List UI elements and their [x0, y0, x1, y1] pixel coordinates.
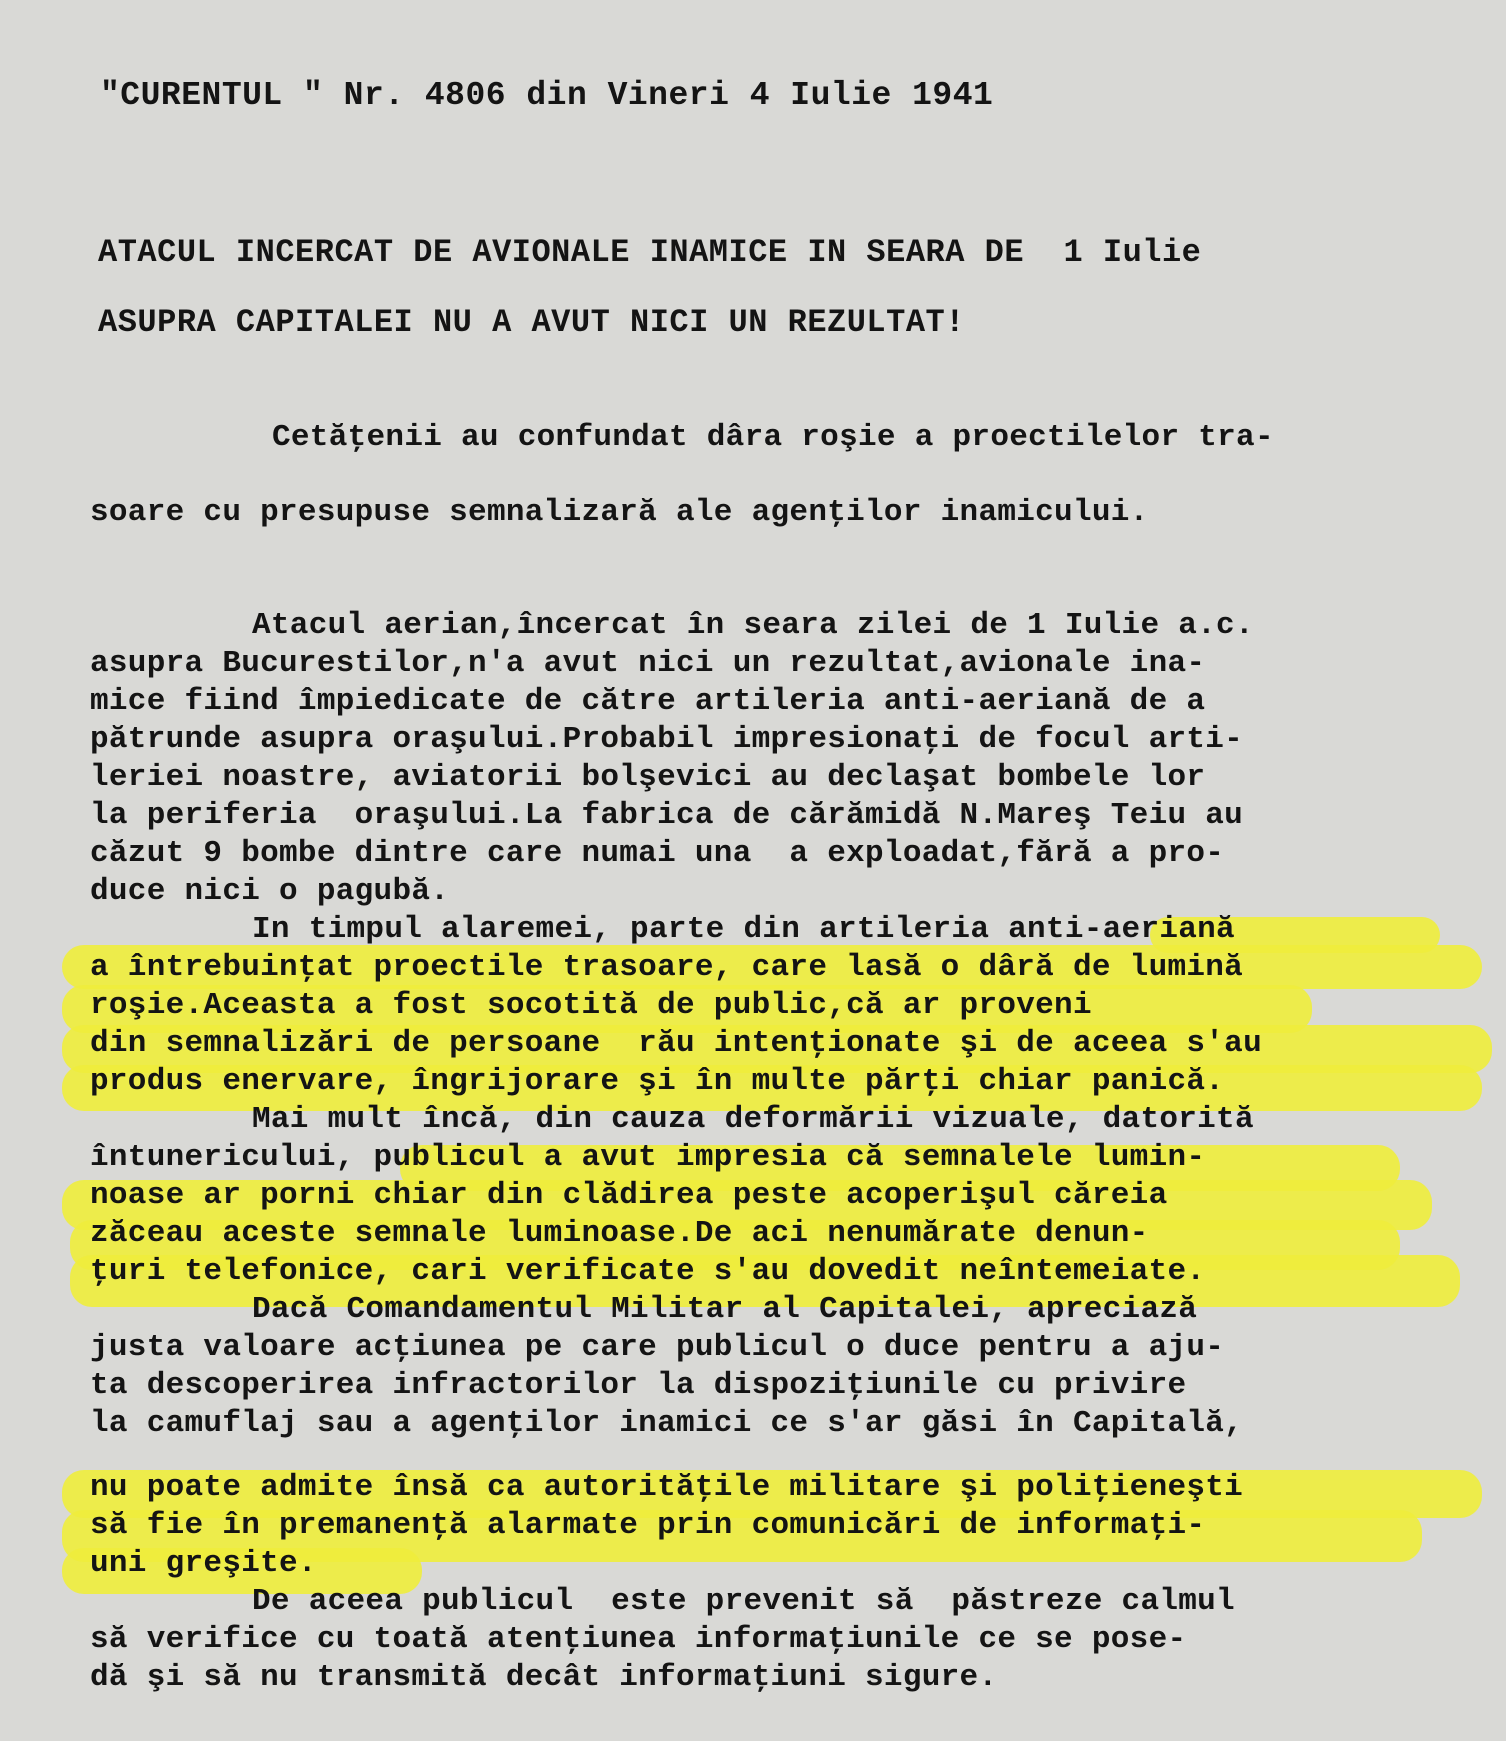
body-line-15: întunericului, publicul a avut impresia că semnalele lumin- [90, 1140, 1206, 1175]
body-line-25: uni greşite. [90, 1546, 317, 1581]
body-line-11: roşie.Aceasta a fost socotită de public,că ar proveni [90, 988, 1092, 1023]
body-line-7: căzut 9 bombe dintre care numai una a exploadat,fără a pro- [90, 836, 1225, 871]
body-line-28: dă şi să nu transmită decât informaţiuni sigure. [90, 1660, 998, 1695]
body-line-26: De aceea publicul este prevenit să păstreze calmul [252, 1584, 1235, 1619]
body-line-20: justa valoare acţiunea pe care publicul o duce pentru a aju- [90, 1330, 1225, 1365]
lead-line-1: Cetăţenii au confundat dâra roşie a proectilelor tra- [272, 420, 1274, 455]
body-line-27: să verifice cu toată atenţiunea informaţiunile ce se pose- [90, 1622, 1187, 1657]
body-line-23: nu poate admite însă ca autorităţile militare şi poliţieneşti [90, 1470, 1244, 1505]
body-line-17: zăceau aceste semnale luminoase.De aci nenumărate denun- [90, 1216, 1149, 1251]
newspaper-header: "CURENTUL " Nr. 4806 din Vineri 4 Iulie 1941 [100, 77, 994, 114]
body-line-21: ta descoperirea infractorilor la dispoziţiunile cu privire [90, 1368, 1187, 1403]
body-line-16: noase ar porni chiar din clădirea peste acoperişul căreia [90, 1178, 1168, 1213]
body-line-22: la camuflaj sau a agenţilor inamici ce s'ar găsi în Capitală, [90, 1406, 1244, 1441]
body-line-3: mice fiind împiedicate de către artileria anti-aeriană de a [90, 684, 1206, 719]
headline-line-2: ASUPRA CAPITALEI NU A AVUT NICI UN REZULTAT! [98, 304, 965, 341]
body-line-10: a întrebuinţat proectile trasoare, care lasă o dâră de lumină [90, 950, 1244, 985]
body-line-9: In timpul alaremei, parte din artileria anti-aeriană [252, 912, 1235, 947]
body-line-14: Mai mult încă, din cauza deformării vizuale, datorită [252, 1102, 1254, 1137]
headline-line-1: ATACUL INCERCAT DE AVIONALE INAMICE IN SEARA DE 1 Iulie [98, 234, 1202, 271]
body-line-13: produs enervare, îngrijorare şi în multe părţi chiar panică. [90, 1064, 1225, 1099]
body-line-19: Dacă Comandamentul Militar al Capitalei, apreciază [252, 1292, 1198, 1327]
lead-line-2: soare cu presupuse semnalizară ale agenţilor inamicului. [90, 495, 1149, 530]
body-line-12: din semnalizări de persoane rău intenţionate şi de aceea s'au [90, 1026, 1262, 1061]
body-line-2: asupra Bucurestilor,n'a avut nici un rezultat,avionale ina- [90, 646, 1206, 681]
body-line-1: Atacul aerian,încercat în seara zilei de 1 Iulie a.c. [252, 608, 1254, 643]
body-line-24: să fie în premanenţă alarmate prin comunicări de informaţi- [90, 1508, 1206, 1543]
body-line-5: leriei noastre, aviatorii bolşevici au declaşat bombele lor [90, 760, 1206, 795]
body-line-8: duce nici o pagubă. [90, 874, 450, 909]
body-line-18: ţuri telefonice, cari verificate s'au dovedit neîntemeiate. [90, 1254, 1206, 1289]
body-line-6: la periferia oraşului.La fabrica de cărămidă N.Mareş Teiu au [90, 798, 1244, 833]
body-line-4: pătrunde asupra oraşului.Probabil impresionaţi de focul arti- [90, 722, 1244, 757]
